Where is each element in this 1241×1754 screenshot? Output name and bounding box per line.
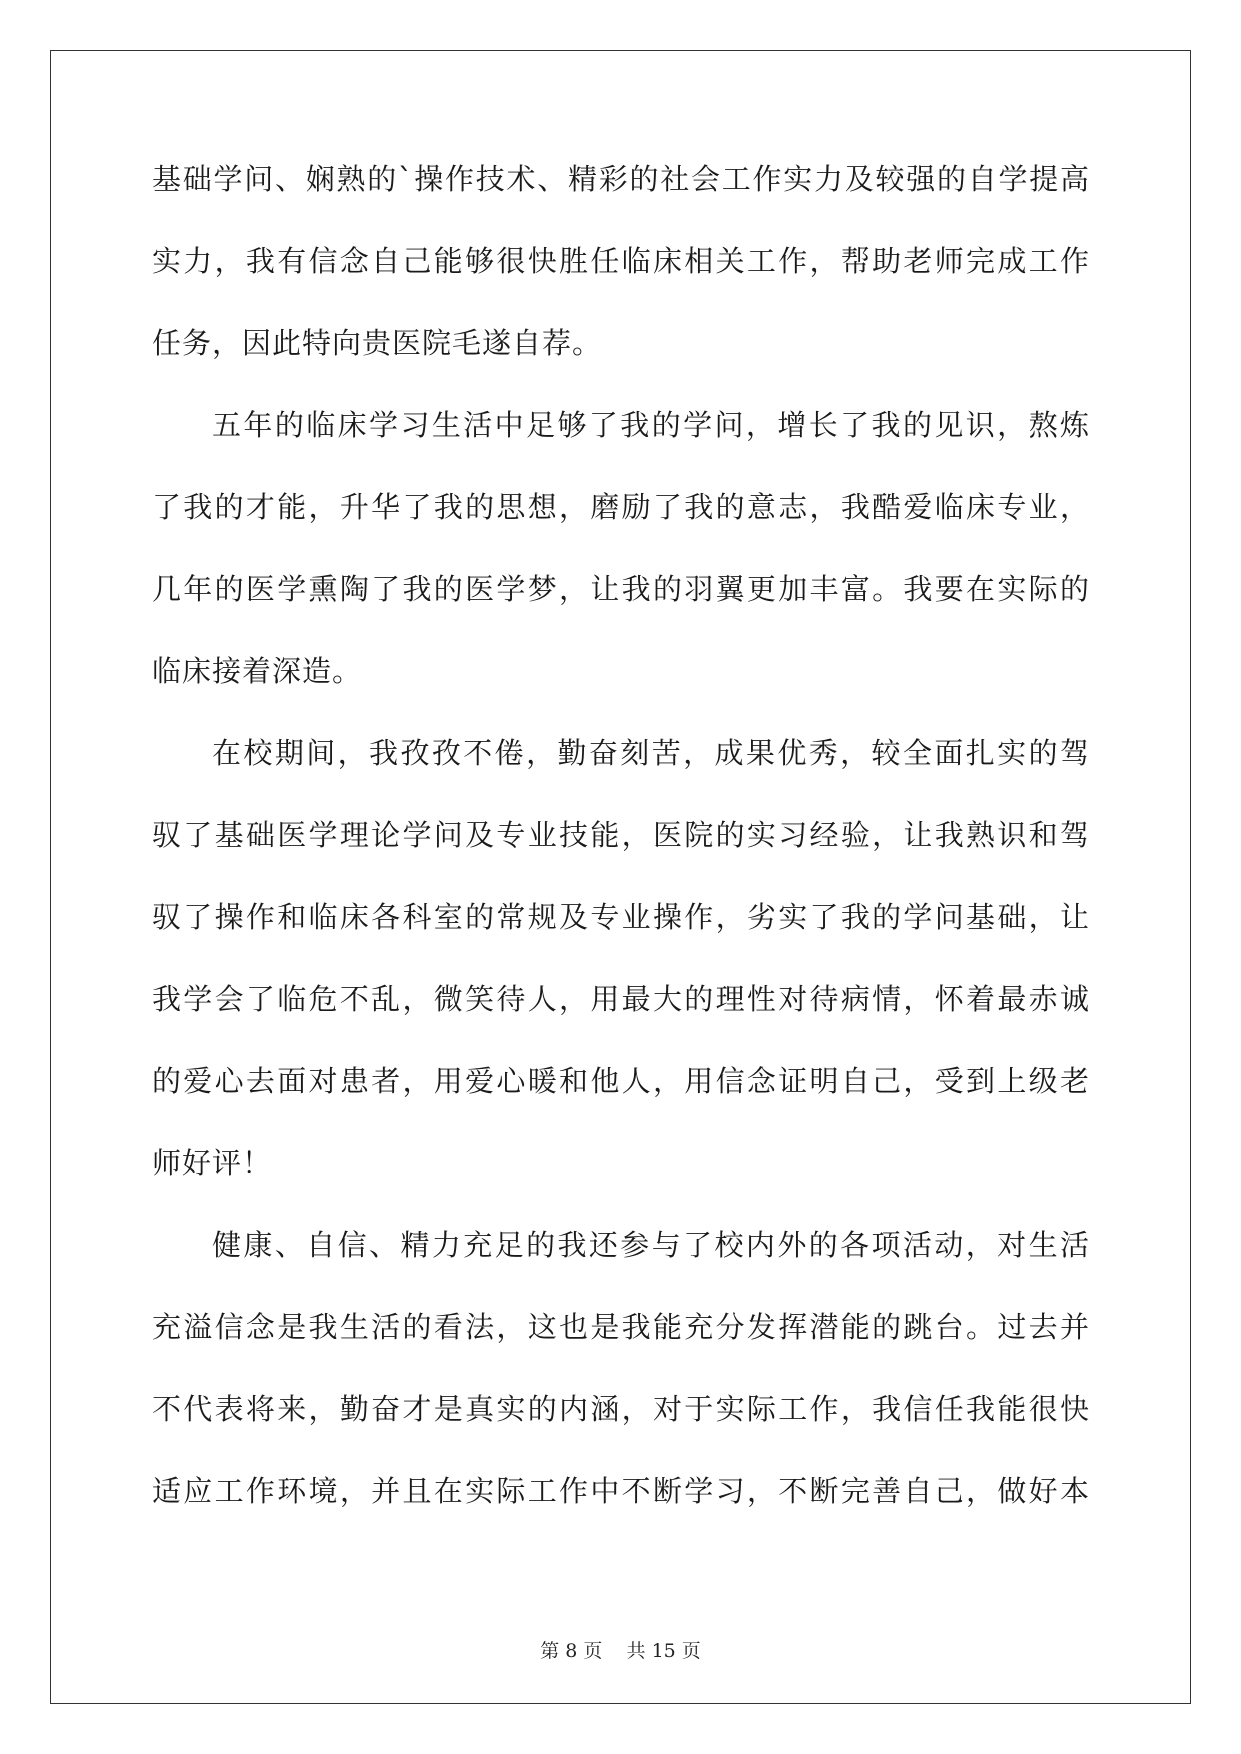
paragraph-line: 健康、自信、精力充足的我还参与了校内外的各项活动，对生活 (212, 1228, 1090, 1262)
paragraph-line: 驭了基础医学理论学问及专业技能，医院的实习经验，让我熟识和驾 (152, 818, 1090, 852)
paragraph-line: 我学会了临危不乱，微笑待人，用最大的理性对待病情，怀着最赤诚 (152, 982, 1090, 1016)
document-body (152, 159, 1090, 1553)
paragraph-line: 适应工作环境，并且在实际工作中不断学习，不断完善自己，做好本 (152, 1474, 1090, 1508)
paragraph (152, 733, 1090, 1225)
paragraph (152, 405, 1090, 733)
paragraph-line: 在校期间，我孜孜不倦，勤奋刻苦，成果优秀，较全面扎实的驾 (212, 736, 1090, 770)
paragraph-line: 基础学问、娴熟的`操作技术、精彩的社会工作实力及较强的自学提高 (152, 162, 1090, 196)
paragraph (152, 1225, 1090, 1553)
paragraph-line: 实力，我有信念自己能够很快胜任临床相关工作，帮助老师完成工作 (152, 244, 1090, 278)
paragraph-line: 几年的医学熏陶了我的医学梦，让我的羽翼更加丰富。我要在实际的 (152, 572, 1090, 606)
paragraph-line: 五年的临床学习生活中足够了我的学问，增长了我的见识，熬炼 (212, 408, 1090, 442)
paragraph-line: 师好评！ (152, 1146, 273, 1180)
paragraph-line: 了我的才能，升华了我的思想，磨励了我的意志，我酷爱临床专业， (152, 490, 1090, 524)
paragraph-line: 不代表将来，勤奋才是真实的内涵，对于实际工作，我信任我能很快 (152, 1392, 1090, 1426)
page-number-footer: 第 8 页 共 15 页 (540, 1640, 701, 1662)
paragraph-line: 驭了操作和临床各科室的常规及专业操作，劣实了我的学问基础，让 (152, 900, 1090, 934)
paragraph-line: 的爱心去面对患者，用爱心暖和他人，用信念证明自己，受到上级老 (152, 1064, 1090, 1098)
paragraph-line: 任务，因此特向贵医院毛遂自荐。 (152, 326, 603, 360)
paragraph-line: 充溢信念是我生活的看法，这也是我能充分发挥潜能的跳台。过去并 (152, 1310, 1090, 1344)
paragraph-line: 临床接着深造。 (152, 654, 363, 688)
paragraph (152, 159, 1090, 405)
